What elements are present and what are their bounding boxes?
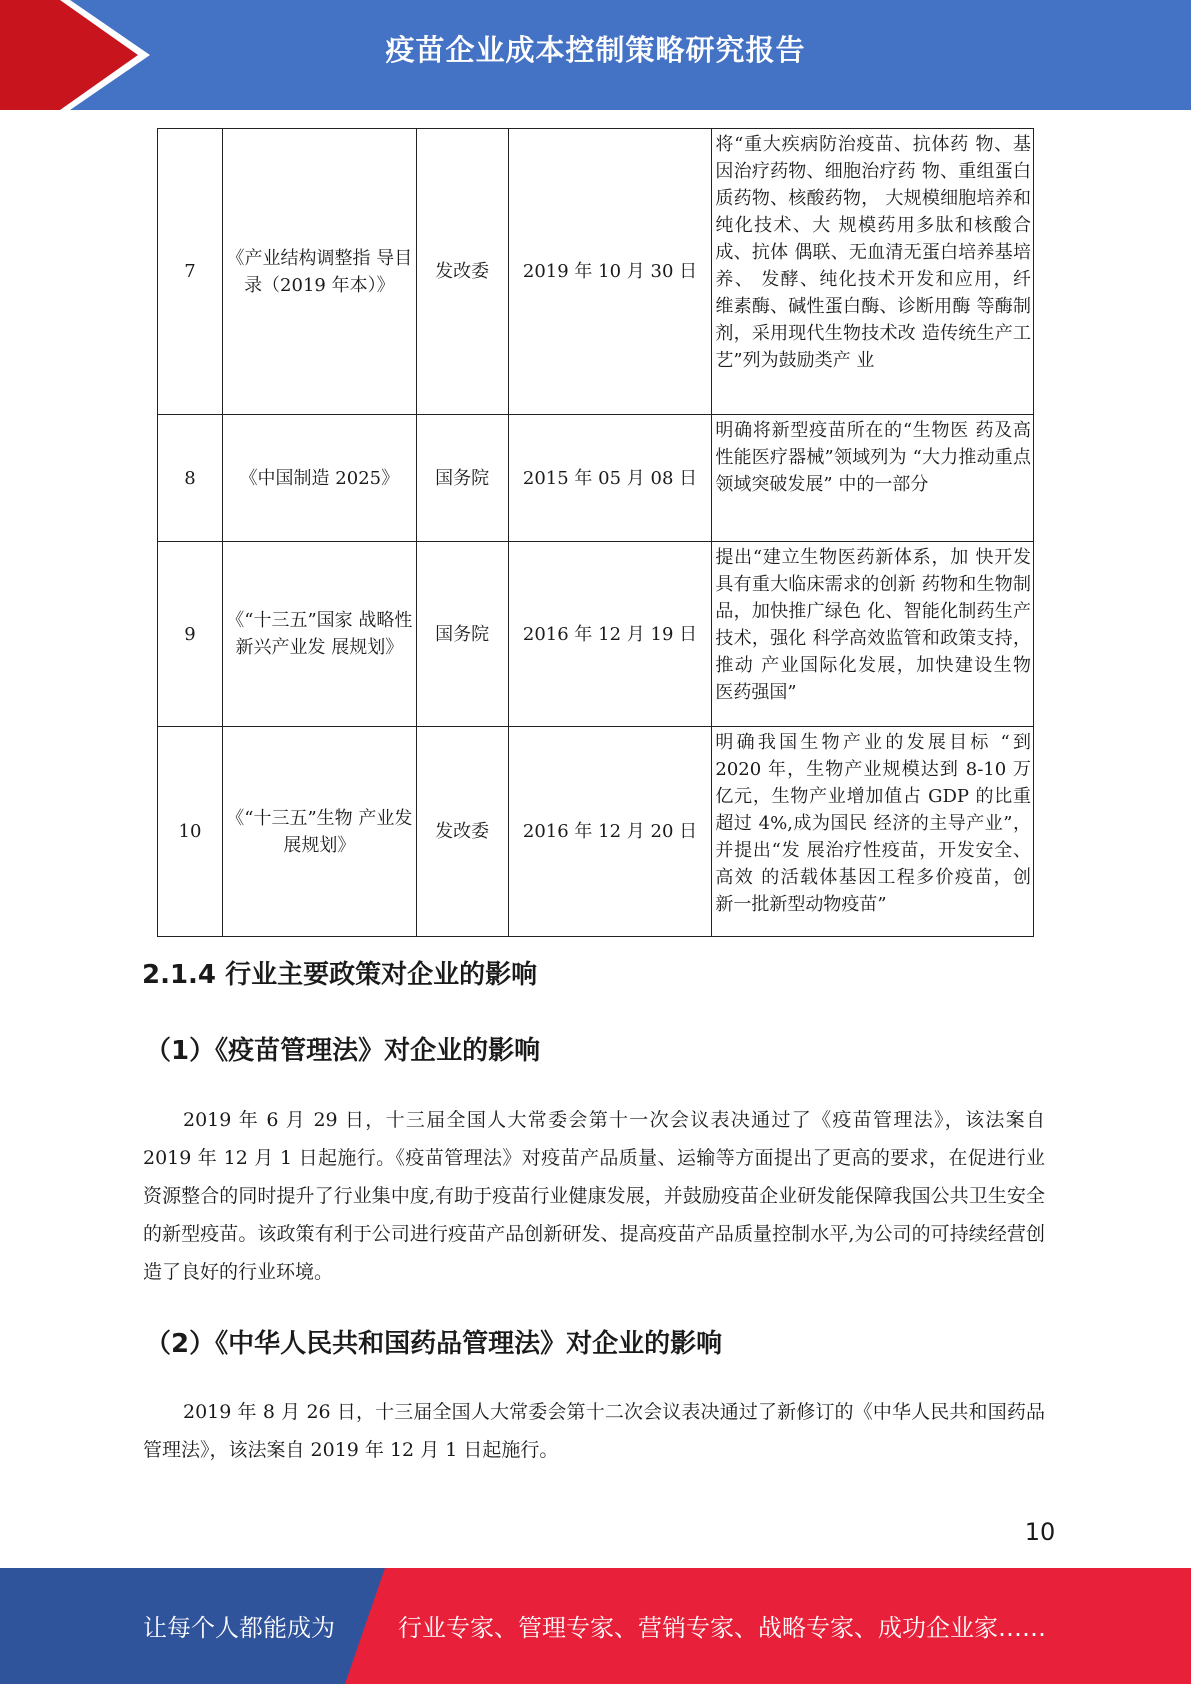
paragraph-vaccine-law: 2019 年 6 月 29 日，十三届全国人大常委会第十一次会议表决通过了《疫苗管理法》，该法案自 2019 年 12 月 1 日起施行。《疫苗管理法》对疫苗产品质量、运输等方面提出了更高的要求，在促进行业资源整合的同时提升了行业集中度,有助于疫苗行业健康发展，并鼓励疫苗企业研发能保障我国公共卫生安全的新型疫苗。该政策有利于公司进行疫苗产品创新研发、提高疫苗产品质量控制水平,为公司的可持续经营创造了良好的行业环境。 bbox=[143, 1109, 1045, 1283]
issue-date: 2015 年 05 月 08 日 bbox=[508, 415, 712, 542]
table-row bbox=[158, 727, 1034, 937]
paragraph-drug-law: 2019 年 8 月 26 日，十三届全国人大常委会第十二次会议表决通过了新修订的《中华人民共和国药品管理法》，该法案自 2019 年 12 月 1 日起施行。 bbox=[143, 1401, 1045, 1461]
subsection-heading-vaccine-law: （1）《疫苗管理法》对企业的影响 bbox=[145, 1036, 541, 1066]
subsection-heading-drug-law: （2）《中华人民共和国药品管理法》对企业的影响 bbox=[145, 1329, 723, 1359]
row-number: 8 bbox=[158, 415, 223, 542]
row-number: 10 bbox=[158, 727, 223, 937]
policy-content: 明确我国生物产业的发展目标 “到 2020 年，生物产业规模达到 8-10 万亿元，生物产业增加值占 GDP 的比重超过 4%,成为国民 经济的主导产业”，并提出“发 展治疗性疫苗，开发安全、高效 的活载体基因工程多价疫苗，创 新一批新型动物疫苗” bbox=[712, 727, 1034, 937]
issue-date: 2016 年 12 月 20 日 bbox=[508, 727, 712, 937]
row-number: 9 bbox=[158, 542, 223, 727]
section-heading: 2.1.4 行业主要政策对企业的影响 bbox=[142, 960, 538, 990]
policy-content: 明确将新型疫苗所在的“生物医 药及高性能医疗器械”领域列为 “大力推动重点领域突破发展” 中的一部分 bbox=[712, 415, 1034, 542]
policy-name: 《“十三五”国家 战略性新兴产业发 展规划》 bbox=[222, 542, 416, 727]
report-title: 疫苗企业成本控制策略研究报告 bbox=[385, 33, 806, 67]
policy-content: 提出“建立生物医药新体系，加 快开发具有重大临床需求的创新 药物和生物制品，加快推广绿色 化、智能化制药生产技术，强化 科学高效监管和政策支持，推动 产业国际化发展，加快建设生物 医药强国” bbox=[712, 542, 1034, 727]
issuing-department: 国务院 bbox=[416, 542, 508, 727]
issuing-department: 发改委 bbox=[416, 727, 508, 937]
table-row bbox=[158, 415, 1034, 542]
row-number: 7 bbox=[158, 129, 223, 415]
policy-name: 《中国制造 2025》 bbox=[222, 415, 416, 542]
footer-slogan-left: 让每个人都能成为 bbox=[143, 1614, 335, 1642]
footer-slogan-right: 行业专家、管理专家、营销专家、战略专家、成功企业家…… bbox=[398, 1614, 1046, 1642]
page-number: 10 bbox=[1024, 1518, 1056, 1546]
policy-table bbox=[157, 128, 1034, 937]
policy-name: 《“十三五”生物 产业发展规划》 bbox=[222, 727, 416, 937]
table-row bbox=[158, 542, 1034, 727]
page-footer bbox=[0, 1568, 1191, 1684]
policy-content: 将“重大疾病防治疫苗、抗体药 物、基因治疗药物、细胞治疗药 物、重组蛋白质药物、核酸药物， 大规模细胞培养和纯化技术、大 规模药用多肽和核酸合成、抗体 偶联、无血清无蛋白培养基培养、 发酵、纯化技术开发和应用，纤 维素酶、碱性蛋白酶、诊断用酶 等酶制剂，采用现代生物技术改 造传统生产工艺”列为鼓励类产 业 bbox=[712, 129, 1034, 415]
policy-name: 《产业结构调整指 导目录（2019 年本）》 bbox=[222, 129, 416, 415]
page-header bbox=[0, 0, 1191, 110]
table-row bbox=[158, 129, 1034, 415]
issue-date: 2019 年 10 月 30 日 bbox=[508, 129, 712, 415]
issuing-department: 国务院 bbox=[416, 415, 508, 542]
issue-date: 2016 年 12 月 19 日 bbox=[508, 542, 712, 727]
issuing-department: 发改委 bbox=[416, 129, 508, 415]
